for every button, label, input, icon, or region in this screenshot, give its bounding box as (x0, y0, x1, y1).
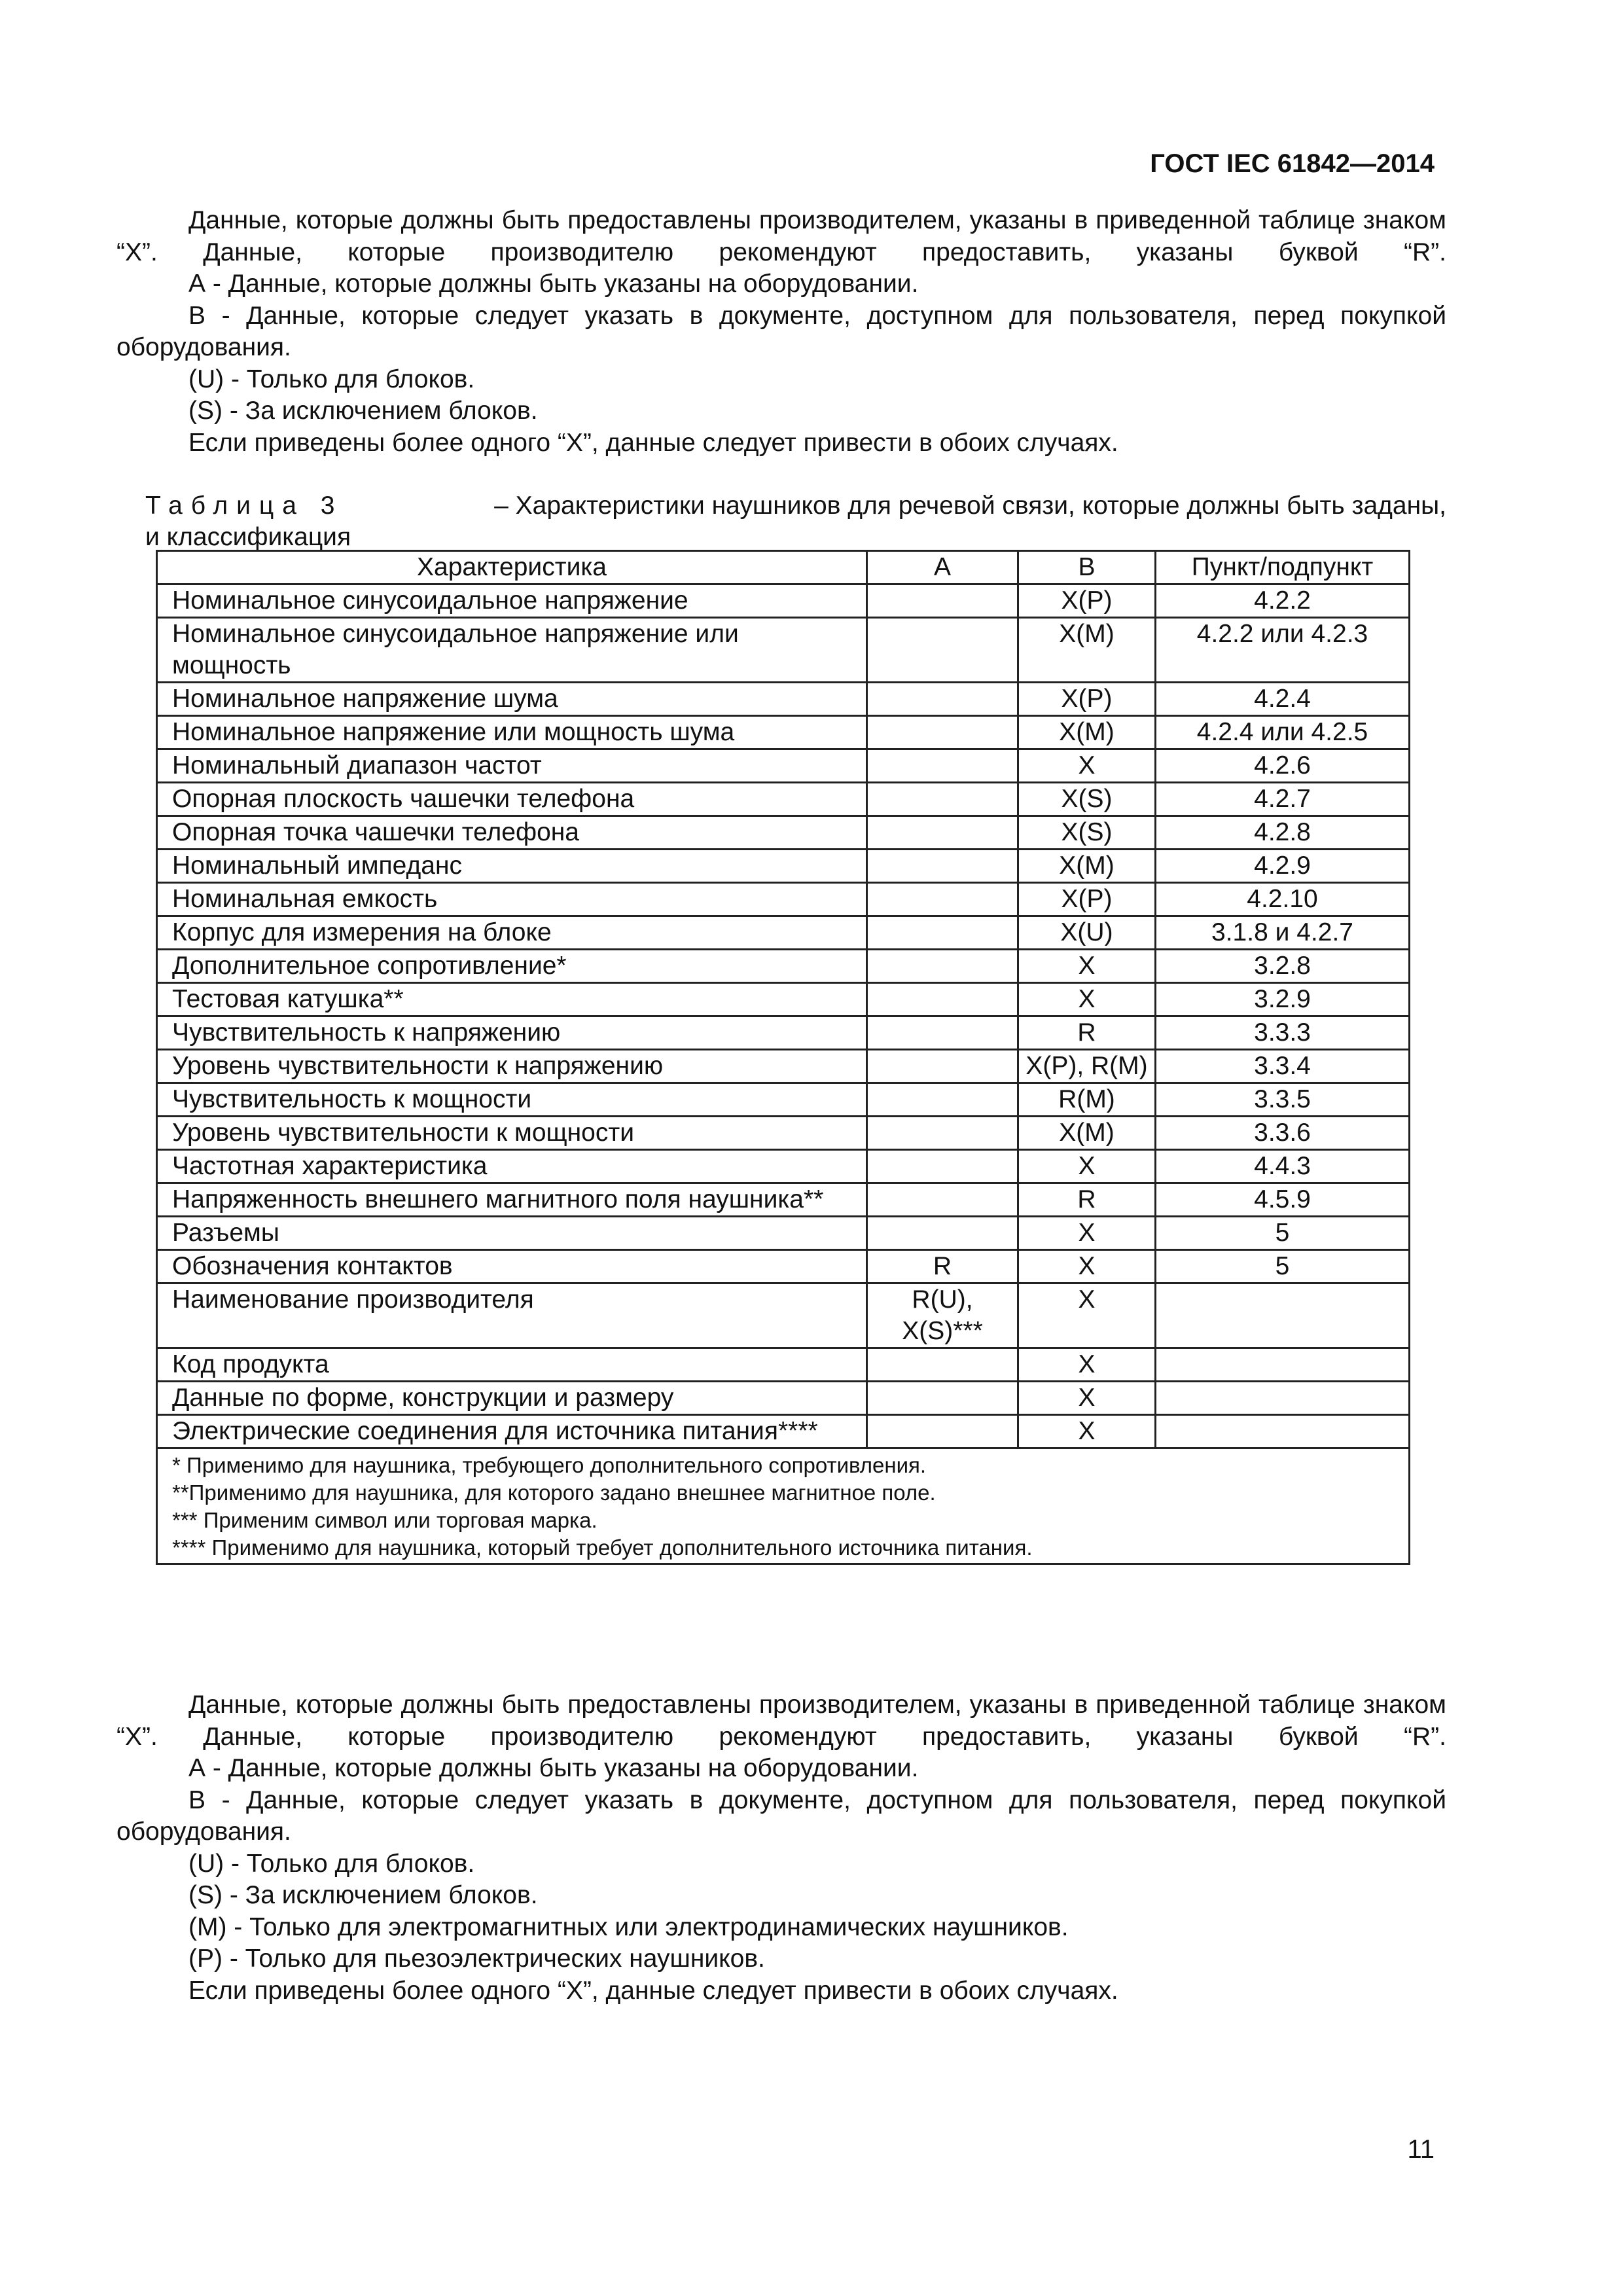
row-col-a (867, 584, 1018, 618)
column-header-b: В (1018, 551, 1156, 584)
row-clause: 4.2.7 (1156, 783, 1410, 816)
table-row (157, 1250, 1410, 1283)
row-col-a (867, 783, 1018, 816)
table-notes (157, 1448, 1410, 1564)
intro-paragraph: Если приведены более одного “X”, данные следует привести в обоих случаях. (188, 428, 1118, 457)
row-characteristic: Тестовая катушка** (157, 983, 867, 1016)
row-characteristic: Номинальный диапазон частот (157, 749, 867, 783)
table-row (157, 816, 1410, 850)
row-col-b: X(P), R(M) (1018, 1050, 1156, 1083)
row-characteristic: Наименование производителя (157, 1283, 867, 1348)
intro-bottom (116, 1689, 1446, 2007)
row-characteristic: Номинальное синусоидальное напряжение или мощность (157, 618, 867, 683)
legend-paragraph: Если приведены более одного “X”, данные следует привести в обоих случаях. (188, 1976, 1118, 2005)
column-header-a: А (867, 551, 1018, 584)
table-row (157, 1150, 1410, 1183)
row-characteristic: Чувствительность к мощности (157, 1083, 867, 1117)
row-clause (1156, 1382, 1410, 1415)
table-note: **** Применимо для наушника, который требует дополнительного источника питания. (172, 1535, 1033, 1560)
table-row (157, 584, 1410, 618)
row-clause: 4.2.6 (1156, 749, 1410, 783)
intro-top (116, 205, 1446, 459)
row-clause (1156, 1348, 1410, 1382)
row-characteristic: Обозначения контактов (157, 1250, 867, 1283)
row-col-a (867, 916, 1018, 950)
table-row (157, 1117, 1410, 1150)
table-row (157, 1217, 1410, 1250)
row-col-b: R (1018, 1183, 1156, 1217)
column-header-clause: Пункт/подпункт (1156, 551, 1410, 584)
row-clause: 5 (1156, 1217, 1410, 1250)
row-clause: 4.2.10 (1156, 883, 1410, 916)
row-col-b: X(M) (1018, 618, 1156, 683)
row-characteristic: Уровень чувствительности к мощности (157, 1117, 867, 1150)
row-col-a (867, 1348, 1018, 1382)
row-clause: 4.4.3 (1156, 1150, 1410, 1183)
intro-paragraph: А - Данные, которые должны быть указаны на оборудовании. (188, 270, 919, 298)
document-id-header: ГОСТ IEC 61842—2014 (1150, 149, 1435, 178)
legend-paragraph: (M) - Только для электромагнитных или электродинамических наушников. (188, 1912, 1069, 1941)
row-characteristic: Корпус для измерения на блоке (157, 916, 867, 950)
intro-paragraph: В - Данные, которые следует указать в документе, доступном для пользователя, перед покупкой оборудования. (116, 301, 1446, 361)
row-col-a (867, 1150, 1018, 1183)
row-characteristic: Номинальное напряжение шума (157, 683, 867, 716)
row-clause: 3.3.4 (1156, 1050, 1410, 1083)
table-row (157, 883, 1410, 916)
row-col-a (867, 1183, 1018, 1217)
table-row (157, 983, 1410, 1016)
row-characteristic: Номинальное синусоидальное напряжение (157, 584, 867, 618)
table-caption-text: – Характеристики наушников для речевой связи, которые должны быть заданы, (494, 492, 1446, 520)
row-clause (1156, 1283, 1410, 1348)
row-col-a (867, 850, 1018, 883)
row-col-b: X(P) (1018, 683, 1156, 716)
row-col-a (867, 883, 1018, 916)
row-col-a (867, 1083, 1018, 1117)
row-characteristic: Напряженность внешнего магнитного поля наушника** (157, 1183, 867, 1217)
row-characteristic: Разъемы (157, 1217, 867, 1250)
row-col-b: X(U) (1018, 916, 1156, 950)
row-characteristic: Опорная плоскость чашечки телефона (157, 783, 867, 816)
table-row (157, 850, 1410, 883)
intro-paragraph: (U) - Только для блоков. (188, 365, 475, 393)
legend-paragraph: (U) - Только для блоков. (188, 1849, 475, 1878)
row-clause: 3.3.5 (1156, 1083, 1410, 1117)
table-row (157, 1083, 1410, 1117)
row-col-b: X (1018, 1217, 1156, 1250)
row-characteristic: Опорная точка чашечки телефона (157, 816, 867, 850)
characteristics-table (156, 550, 1410, 1565)
row-clause: 3.3.6 (1156, 1117, 1410, 1150)
row-characteristic: Номинальный импеданс (157, 850, 867, 883)
row-clause: 3.3.3 (1156, 1016, 1410, 1050)
table-row (157, 1382, 1410, 1415)
row-col-b: X (1018, 1150, 1156, 1183)
row-clause: 4.2.4 (1156, 683, 1410, 716)
row-col-b: X (1018, 1415, 1156, 1448)
table-row (157, 950, 1410, 983)
row-col-b: R(M) (1018, 1083, 1156, 1117)
legend-paragraph: (P) - Только для пьезоэлектрических наушников. (188, 1945, 765, 1973)
row-col-a (867, 950, 1018, 983)
row-col-b: X (1018, 1250, 1156, 1283)
intro-paragraph: (S) - За исключением блоков. (188, 397, 538, 425)
row-characteristic: Электрические соединения для источника питания**** (157, 1415, 867, 1448)
row-clause: 4.2.2 или 4.2.3 (1156, 618, 1410, 683)
row-clause: 4.2.4 или 4.2.5 (1156, 716, 1410, 749)
table-note: **Применимо для наушника, для которого задано внешнее магнитное поле. (172, 1480, 936, 1505)
row-col-a (867, 816, 1018, 850)
table-note: * Применимо для наушника, требующего дополнительного сопротивления. (172, 1453, 927, 1477)
intro-paragraph: Данные, которые должны быть предоставлены производителем, указаны в приведенной таблице знаком “X”. Данные, которые производителю рекомендуют предоставить, указаны буквой “R”. (116, 206, 1446, 266)
row-clause: 4.2.9 (1156, 850, 1410, 883)
row-clause: 4.2.2 (1156, 584, 1410, 618)
row-col-a: R(U), X(S)*** (867, 1283, 1018, 1348)
row-characteristic: Код продукта (157, 1348, 867, 1382)
row-characteristic: Чувствительность к напряжению (157, 1016, 867, 1050)
row-clause (1156, 1415, 1410, 1448)
table-row (157, 1183, 1410, 1217)
table-row (157, 749, 1410, 783)
table-row (157, 783, 1410, 816)
row-col-a (867, 716, 1018, 749)
table-row (157, 1050, 1410, 1083)
row-col-a (867, 1382, 1018, 1415)
row-col-a: R (867, 1250, 1018, 1283)
row-col-a (867, 1217, 1018, 1250)
row-clause: 3.2.8 (1156, 950, 1410, 983)
row-col-a (867, 1415, 1018, 1448)
table-notes-row (157, 1448, 1410, 1564)
row-col-a (867, 683, 1018, 716)
row-col-b: X(M) (1018, 1117, 1156, 1150)
row-clause: 5 (1156, 1250, 1410, 1283)
table-row (157, 1348, 1410, 1382)
table-row (157, 1016, 1410, 1050)
row-col-b: X (1018, 749, 1156, 783)
table-row (157, 618, 1410, 683)
row-col-b: X(S) (1018, 816, 1156, 850)
row-col-b: X(M) (1018, 716, 1156, 749)
row-col-a (867, 749, 1018, 783)
table-row (157, 716, 1410, 749)
row-clause: 3.1.8 и 4.2.7 (1156, 916, 1410, 950)
table-header-row (157, 551, 1410, 584)
page-number: 11 (1407, 2135, 1435, 2164)
row-col-b: X(P) (1018, 584, 1156, 618)
table-caption (145, 490, 1446, 553)
table-row (157, 1283, 1410, 1348)
row-col-b: X(M) (1018, 850, 1156, 883)
column-header-characteristic: Характеристика (157, 551, 867, 584)
row-clause: 4.2.8 (1156, 816, 1410, 850)
row-col-a (867, 618, 1018, 683)
legend-paragraph: (S) - За исключением блоков. (188, 1881, 538, 1909)
row-characteristic: Дополнительное сопротивление* (157, 950, 867, 983)
row-col-a (867, 1016, 1018, 1050)
table-body (157, 584, 1410, 1448)
row-characteristic: Уровень чувствительности к напряжению (157, 1050, 867, 1083)
row-clause: 3.2.9 (1156, 983, 1410, 1016)
row-col-b: X (1018, 1348, 1156, 1382)
table-row (157, 916, 1410, 950)
table-caption-label: Таблица 3 (145, 492, 344, 520)
row-col-b: X (1018, 950, 1156, 983)
table-caption-continuation: и классификация (145, 523, 351, 551)
row-col-b: R (1018, 1016, 1156, 1050)
table-note: *** Применим символ или торговая марка. (172, 1508, 597, 1532)
table-row (157, 683, 1410, 716)
table-row (157, 1415, 1410, 1448)
row-col-b: X (1018, 983, 1156, 1016)
legend-paragraph: В - Данные, которые следует указать в документе, доступном для пользователя, перед покупкой оборудования. (116, 1785, 1446, 1846)
row-col-b: X(S) (1018, 783, 1156, 816)
row-col-a (867, 1117, 1018, 1150)
legend-paragraph: Данные, которые должны быть предоставлены производителем, указаны в приведенной таблице знаком “X”. Данные, которые производителю рекомендуют предоставить, указаны буквой “R”. (116, 1691, 1446, 1751)
row-characteristic: Данные по форме, конструкции и размеру (157, 1382, 867, 1415)
row-col-a (867, 1050, 1018, 1083)
row-col-a (867, 983, 1018, 1016)
row-characteristic: Частотная характеристика (157, 1150, 867, 1183)
row-col-b: X(P) (1018, 883, 1156, 916)
legend-paragraph: А - Данные, которые должны быть указаны на оборудовании. (188, 1754, 919, 1782)
row-col-b: X (1018, 1283, 1156, 1348)
row-clause: 4.5.9 (1156, 1183, 1410, 1217)
row-col-b: X (1018, 1382, 1156, 1415)
row-characteristic: Номинальное напряжение или мощность шума (157, 716, 867, 749)
row-characteristic: Номинальная емкость (157, 883, 867, 916)
